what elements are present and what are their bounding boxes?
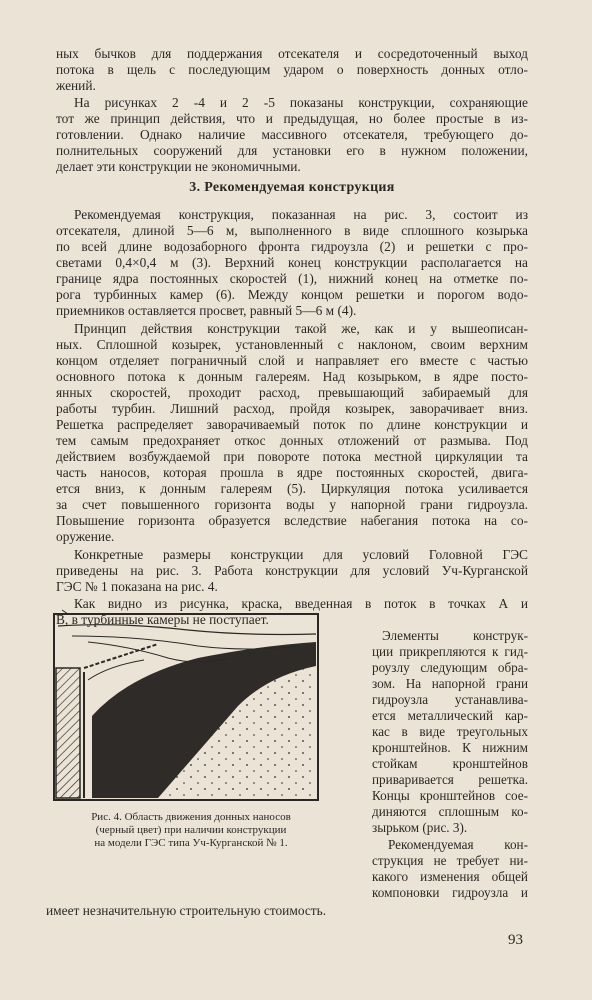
text-line: готовлении. Однако наличие массивного отсекателя, требующего до- — [56, 127, 528, 142]
figure-caption-line: на модели ГЭС типа Уч-Курганской № 1. — [94, 837, 288, 849]
figure-drawing — [48, 606, 330, 808]
side-text-line: Концы кронштейнов сое- — [372, 788, 528, 803]
text-line: Как видно из рисунка, краска, введенная в поток в точках А и — [74, 596, 528, 611]
text-line: жений. — [56, 78, 96, 93]
text-line: Принцип действия конструкции такой же, как и у вышеописан- — [74, 321, 528, 336]
text-line: В, в турбинные камеры не поступает. — [56, 612, 269, 627]
text-line: ГЭС № 1 показана на рис. 4. — [56, 579, 218, 594]
text-line: потока в щель с последующим ударом о поверхность донных отло- — [56, 62, 528, 77]
text-line: приемников оставляется просвет, равный 5—6 м (4). — [56, 303, 357, 318]
page-number: 93 — [508, 932, 523, 948]
dam-wall — [56, 668, 80, 798]
side-text-line: диняются сплошным ко- — [372, 804, 528, 819]
side-text-line: приваривается решетка. — [372, 772, 528, 787]
side-text-line: ется металлический кар- — [372, 708, 528, 723]
text-line: Рекомендуемая конструкция, показанная на рис. 3, состоит из — [74, 207, 528, 222]
text-line: Конкретные размеры конструкции для условий Головной ГЭС — [74, 547, 528, 562]
text-line: полнительных сооружений для установки его в нужном положении, — [56, 143, 528, 158]
text-line: границе ядра постоянных скоростей (1), нижний конец на отметке по- — [56, 271, 528, 286]
side-text-line: кронштейнов. К нижним — [372, 740, 528, 755]
figure-sediment-model — [48, 606, 330, 808]
text-line: светами 0,4×0,4 м (3). Верхний конец конструкции располагается на — [56, 255, 528, 270]
text-line: действием возбуждаемой при повороте потока местной циркуляции та — [56, 449, 528, 464]
text-line: отсекателя, длиной 5—6 м, выполненного в виде сплошного козырька — [56, 223, 528, 238]
side-text-line: стойкам кронштейнов — [372, 756, 528, 771]
side-text-line: зырьком (рис. 3). — [372, 820, 468, 835]
visor-line — [84, 644, 158, 668]
text-line: ется вниз, к донным галереям (5). Циркуляция потока усиливается — [56, 481, 528, 496]
section-heading: 3. Рекомендуемая конструкция — [189, 180, 395, 195]
side-text-line: кас в виде треугольных — [372, 724, 528, 739]
text-line: янных скоростей, проходит расход, превышающий забираемый для — [56, 385, 528, 400]
flow-line — [72, 636, 298, 649]
side-text-line: ции прикрепляются к гид- — [372, 644, 528, 659]
text-line: имеет незначительную строительную стоимость. — [46, 903, 327, 918]
text-line: основного потока к донным галереям. Над козырьком, в ядре посто- — [56, 369, 528, 384]
side-text-line: струкция не требует ни- — [372, 853, 528, 868]
side-text-line: Элементы конструк- — [382, 628, 528, 643]
text-line: ных бычков для поддержания отсекателя и сосредоточенный выход — [56, 46, 528, 61]
text-line: На рисунках 2 -4 и 2 -5 показаны конструкции, сохраняющие — [74, 95, 528, 110]
side-text-line: зом. На напорной грани — [372, 676, 528, 691]
figure-caption-line: Рис. 4. Область движения донных наносов — [91, 811, 291, 823]
text-line: работы турбин. Лишний расход, пройдя козырек, заворачивает вниз. — [56, 401, 528, 416]
text-line: делает эти конструкции не экономичными. — [56, 159, 301, 174]
text-line: концом отделяет пограничный слой и направляет его вместе с частью — [56, 353, 528, 368]
text-line: тот же принцип действия, что и предыдущая, но более простые в из- — [56, 111, 528, 126]
text-line: часть наносов, которая прошла в ядре постоянных скоростей, двига- — [56, 465, 528, 480]
side-text-line: гидроузла устанавлива- — [372, 692, 528, 707]
text-line: рога турбинных камер (6). Между концом решетки и порогом водо- — [56, 287, 528, 302]
side-text-line: роузлу следующим обра- — [372, 660, 528, 675]
text-line: приведены на рис. 3. Работа конструкции для условий Уч-Курганской — [56, 563, 528, 578]
text-line: за счет повышенного горизонта воды у напорной грани гидроузла. — [56, 497, 528, 512]
side-text-line: Рекомендуемая кон- — [388, 837, 528, 852]
side-text-line: какого изменения общей — [372, 869, 528, 884]
text-line: тем самым предохраняет откос донных отложений от размыва. Под — [56, 433, 528, 448]
text-line: Решетка распределяет заворачиваемый поток по длине конструкции и — [56, 417, 528, 432]
side-text-line: компоновки гидроузла и — [372, 885, 528, 900]
figure-caption-line: (черный цвет) при наличии конструкции — [95, 824, 287, 836]
text-line: ных. Сплошной козырек, установленный с наклоном, своим верхним — [56, 337, 528, 352]
text-line: Повышение горизонта образуется вследствие набегания потока на со- — [56, 513, 528, 528]
flow-line — [58, 625, 316, 635]
text-line: оружение. — [56, 529, 115, 544]
text-line: по всей длине водозаборного фронта гидроузла (2) и решетки с про- — [56, 239, 528, 254]
